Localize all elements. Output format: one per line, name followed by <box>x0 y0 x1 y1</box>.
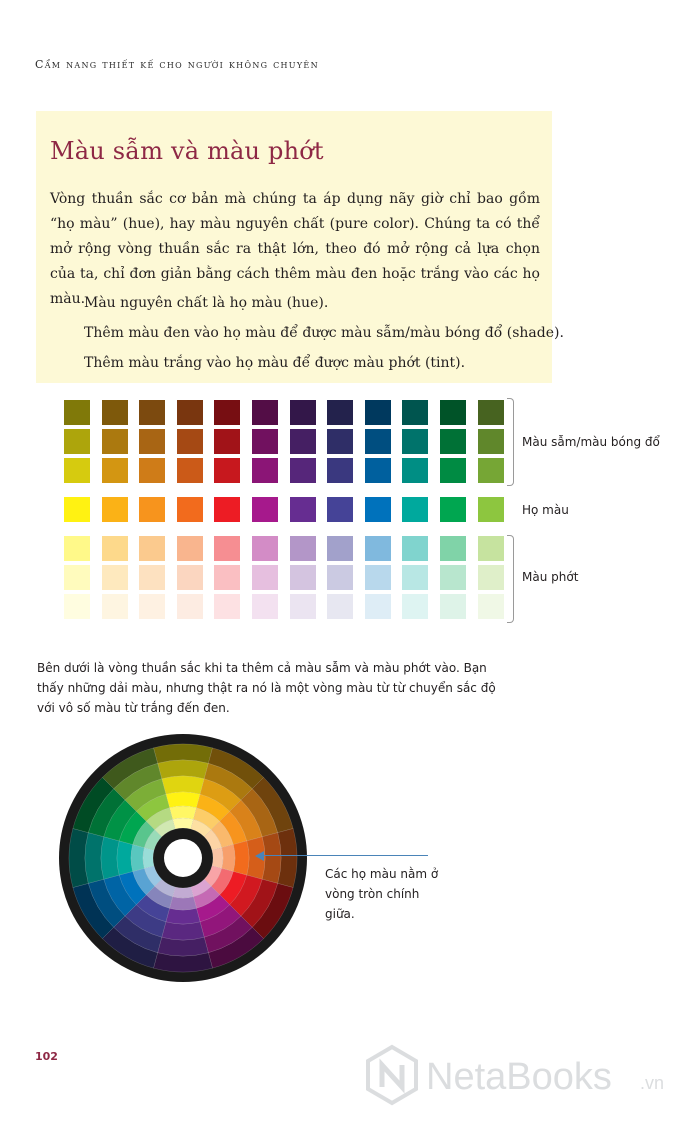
tint-swatch <box>102 565 128 590</box>
hue-swatch <box>440 497 466 522</box>
tint-swatch <box>252 594 278 619</box>
tint-swatch <box>478 536 504 561</box>
shade-swatch <box>139 400 165 425</box>
tint-swatch <box>214 536 240 561</box>
box-line-tint: Thêm màu trắng vào họ màu để được màu phớt (tint). <box>84 355 466 371</box>
shade-swatch <box>327 429 353 454</box>
hue-label: Họ màu <box>522 503 569 517</box>
tint-swatch <box>478 565 504 590</box>
wheel-segment <box>170 897 197 910</box>
pointer-arrow-icon <box>255 851 264 861</box>
tint-swatch <box>290 565 316 590</box>
watermark-n-icon <box>382 1065 402 1087</box>
box-line-shade: Thêm màu đen vào họ màu để được màu sẫm/màu bóng đổ (shade). <box>84 325 564 341</box>
tint-bracket <box>507 535 514 623</box>
tint-swatch <box>440 536 466 561</box>
shade-swatch <box>478 429 504 454</box>
tint-swatch <box>177 594 203 619</box>
shade-swatch <box>139 458 165 483</box>
shade-swatch <box>290 458 316 483</box>
hue-swatch <box>252 497 278 522</box>
shade-swatch <box>402 400 428 425</box>
tint-swatch <box>64 594 90 619</box>
box-paragraph: Vòng thuần sắc cơ bản mà chúng ta áp dụng nãy giờ chỉ bao gồm “họ màu” (hue), hay màu nguyên chất (pure color). Chúng ta có thể mở rộng vòng thuần sắc ra thật lớn, theo đó mở rộng cả lựa chọn của ta, chỉ đơn giản bằng cách thêm màu đen hoặc trắng vào các họ màu. <box>50 191 540 307</box>
shade-swatch <box>290 429 316 454</box>
tint-swatch <box>402 536 428 561</box>
wheel-segment <box>173 887 194 898</box>
shade-swatch <box>214 400 240 425</box>
shade-label: Màu sẫm/màu bóng đổ <box>522 435 660 449</box>
wheel-segment <box>166 792 200 808</box>
hue-swatch <box>478 497 504 522</box>
shade-bracket <box>507 398 514 486</box>
wheel-segment <box>233 841 249 875</box>
tint-swatch <box>139 536 165 561</box>
tint-swatch <box>365 594 391 619</box>
watermark-logo <box>362 1043 682 1107</box>
hue-swatch <box>139 497 165 522</box>
shade-swatch <box>440 458 466 483</box>
running-header: Cẩm nang thiết kế cho người không chuyên <box>35 58 319 71</box>
tint-swatch <box>478 594 504 619</box>
shade-swatch <box>102 458 128 483</box>
shade-swatch <box>214 458 240 483</box>
hue-swatch <box>402 497 428 522</box>
tint-label: Màu phớt <box>522 570 579 584</box>
tint-swatch <box>177 565 203 590</box>
color-wheel <box>58 733 308 983</box>
shade-swatch <box>252 429 278 454</box>
wheel-segment <box>212 848 223 869</box>
watermark-text: NetaBooks <box>426 1056 612 1098</box>
hue-swatch <box>214 497 240 522</box>
shade-swatch <box>177 429 203 454</box>
hue-swatch <box>290 497 316 522</box>
pointer-line <box>262 855 428 856</box>
box-line-pure: Màu nguyên chất là họ màu (hue). <box>84 295 329 311</box>
shade-swatch <box>365 400 391 425</box>
hue-swatch <box>365 497 391 522</box>
wheel-segment <box>162 776 204 794</box>
watermark-suffix: .vn <box>640 1073 665 1093</box>
tint-swatch <box>214 594 240 619</box>
shade-swatch <box>252 458 278 483</box>
shade-swatch <box>478 400 504 425</box>
tint-swatch <box>327 536 353 561</box>
tint-swatch <box>139 565 165 590</box>
shade-swatch <box>214 429 240 454</box>
box-title: Màu sẫm và màu phớt <box>50 137 324 165</box>
shade-swatch <box>402 429 428 454</box>
hue-swatch <box>177 497 203 522</box>
tint-swatch <box>327 565 353 590</box>
tint-swatch <box>102 594 128 619</box>
shade-swatch <box>365 429 391 454</box>
wheel-segment <box>170 806 197 819</box>
shade-swatch <box>139 429 165 454</box>
hue-swatch <box>327 497 353 522</box>
tint-swatch <box>402 594 428 619</box>
wheel-segment <box>173 818 194 829</box>
hue-swatch <box>64 497 90 522</box>
wheel-segment <box>222 845 235 872</box>
shade-swatch <box>177 400 203 425</box>
tint-swatch <box>214 565 240 590</box>
tint-swatch <box>402 565 428 590</box>
shade-swatch <box>440 400 466 425</box>
shade-swatch <box>102 429 128 454</box>
shade-swatch <box>252 400 278 425</box>
shade-swatch <box>64 458 90 483</box>
wheel-segment <box>101 837 119 879</box>
hue-swatch <box>102 497 128 522</box>
tint-swatch <box>365 536 391 561</box>
shade-swatch <box>478 458 504 483</box>
tint-swatch <box>64 565 90 590</box>
wheel-note: Các họ màu nằm ở vòng tròn chính giữa. <box>325 867 439 921</box>
shade-swatch <box>290 400 316 425</box>
wheel-segment <box>143 848 154 869</box>
tint-swatch <box>64 536 90 561</box>
tint-swatch <box>177 536 203 561</box>
tint-swatch <box>102 536 128 561</box>
sidebar-box <box>36 111 564 383</box>
wheel-caption: Bên dưới là vòng thuần sắc khi ta thêm cả màu sẫm và màu phớt vào. Bạn thấy những dải màu, nhưng thật ra nó là một vòng màu từ từ chuyển sắc độ với vô số màu từ trắng đến đen. <box>37 661 496 715</box>
shade-swatch <box>365 458 391 483</box>
shade-swatch <box>402 458 428 483</box>
tint-swatch <box>327 594 353 619</box>
wheel-segment <box>162 922 204 940</box>
shade-swatch <box>177 458 203 483</box>
tint-swatch <box>440 594 466 619</box>
wheel-segment <box>131 845 144 872</box>
tint-swatch <box>365 565 391 590</box>
wheel-center <box>164 839 202 877</box>
tint-swatch <box>139 594 165 619</box>
shade-swatch <box>102 400 128 425</box>
wheel-segment <box>166 908 200 924</box>
shade-swatch <box>327 400 353 425</box>
shade-swatch <box>327 458 353 483</box>
tint-swatch <box>290 536 316 561</box>
wheel-segment <box>117 841 133 875</box>
page-number: 102 <box>35 1050 58 1063</box>
shade-swatch <box>64 400 90 425</box>
tint-swatch <box>252 565 278 590</box>
tint-swatch <box>440 565 466 590</box>
tint-swatch <box>252 536 278 561</box>
shade-swatch <box>440 429 466 454</box>
tint-swatch <box>290 594 316 619</box>
shade-swatch <box>64 429 90 454</box>
